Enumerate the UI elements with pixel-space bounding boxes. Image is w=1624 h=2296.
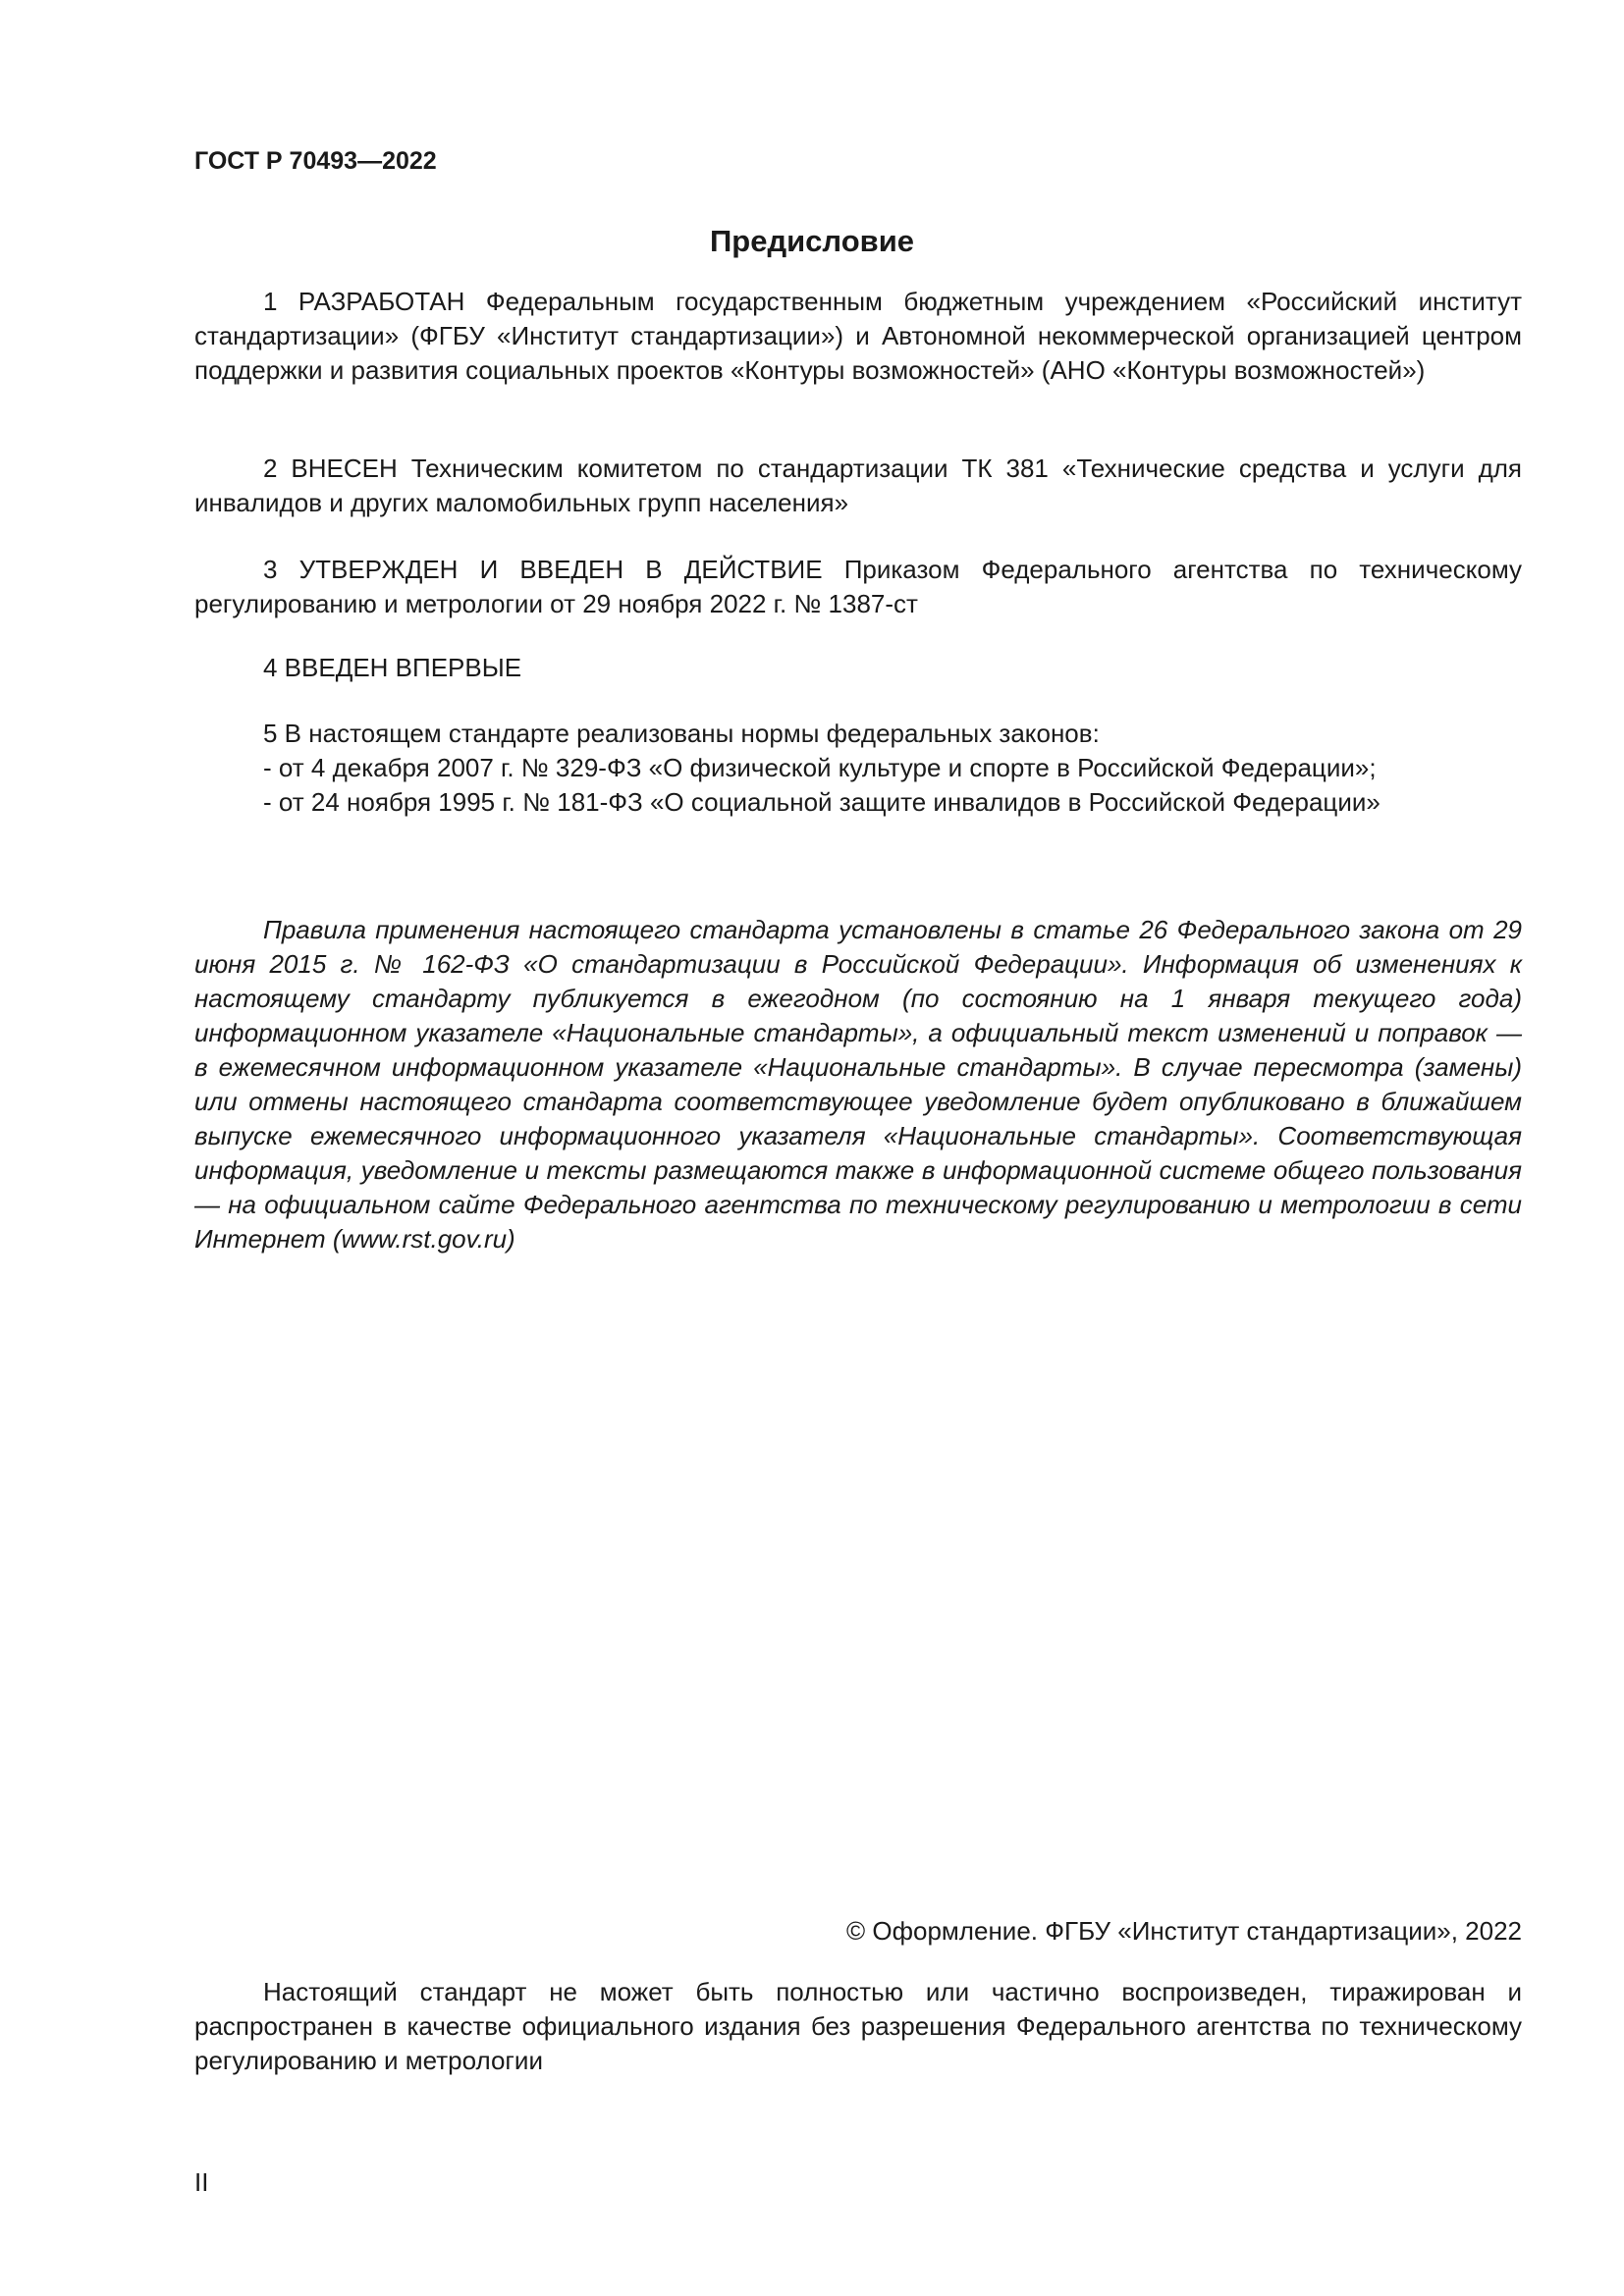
law-item-1: - от 4 декабря 2007 г. № 329-ФЗ «О физической культуре и спорте в Российской Федерации»; [263, 753, 1377, 782]
item-5-text: 5 В настоящем стандарте реализованы нормы федеральных законов: [263, 719, 1100, 748]
item-4-text: 4 ВВЕДЕН ВПЕРВЫЕ [263, 653, 522, 682]
item-3-text: 3 УТВЕРЖДЕН И ВВЕДЕН В ДЕЙСТВИЕ Приказом Федерального агентства по техническому регулированию и метрологии от 29 ноября 2022 г. № 1387-ст [194, 555, 1522, 618]
item-1 [194, 285, 1522, 388]
rules-block [194, 913, 1522, 1256]
notice-text: Настоящий стандарт не может быть полностью или частично воспроизведен, тиражирован и распространен в качестве официального издания без разрешения Федерального агентства по техническому регулированию и метрологии [194, 1977, 1522, 2075]
rules-text: Правила применения настоящего стандарта установлены в статье 26 Федерального закона от 29 июня 2015 г. № 162-ФЗ «О стандартизации в Российской Федерации». Информация об изменениях к настоящему стандарту публикуется в ежегодном (по состоянию на 1 января текущего года) информационном указателе «Национальные стандарты», а официальный текст изменений и поправок — в ежемесячном информационном указателе «Национальные стандарты». В случае пересмотра (замены) или отмены настоящего стандарта соответствующее уведомление будет опубликовано в ближайшем выпуске ежемесячного информационного указателя «Национальные стандарты». Соответствующая информация, уведомление и тексты размещаются также в информационной системе общего пользования — на официальном сайте Федерального агентства по техническому регулированию и метрологии в сети Интернет (www.rst.gov.ru) [194, 915, 1522, 1254]
document-code: ГОСТ Р 70493—2022 [194, 147, 437, 175]
item-1-text: 1 РАЗРАБОТАН Федеральным государственным бюджетным учреждением «Российский институт стандартизации» (ФГБУ «Институт стандартизации») и Автономной некоммерческой организацией центром поддержки и развития социальных проектов «Контуры возможностей» (АНО «Контуры возможностей») [194, 287, 1522, 385]
item-4 [194, 651, 1522, 685]
law-item-2: - от 24 ноября 1995 г. № 181-ФЗ «О социальной защите инвалидов в Российской Федерации» [263, 787, 1380, 817]
section-title: Предисловие [709, 224, 914, 258]
item-2-text: 2 ВНЕСЕН Техническим комитетом по стандартизации ТК 381 «Технические средства и услуги для инвалидов и других маломобильных групп населения» [194, 454, 1522, 517]
item-2 [194, 452, 1522, 520]
item-3 [194, 553, 1522, 621]
page-number: II [194, 2167, 209, 2197]
item-5 [194, 717, 1522, 820]
laws-list [194, 751, 1522, 820]
copyright-line: © Оформление. ФГБУ «Институт стандартизации», 2022 [846, 1916, 1522, 1946]
notice-block [194, 1975, 1522, 2078]
